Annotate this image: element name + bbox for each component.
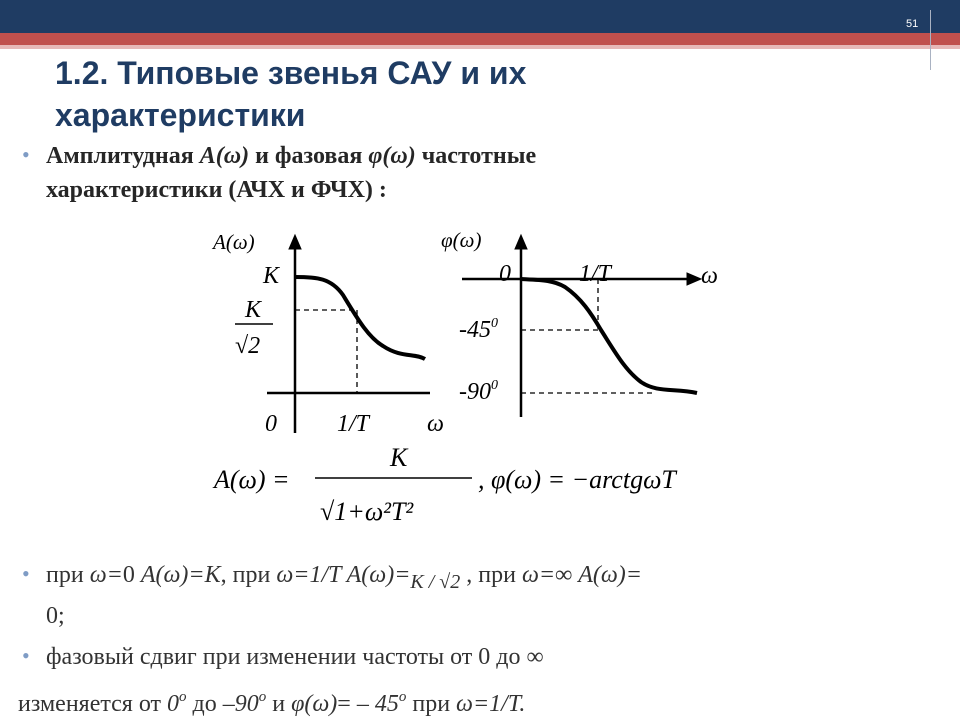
slide-number: 51 xyxy=(906,18,919,30)
transfer-formula xyxy=(210,440,770,532)
formula-lhs: A(ω) = xyxy=(214,465,290,494)
bullet-text: φ(ω) xyxy=(291,691,338,717)
bullet-phase-shift: фазовый сдвиг при изменении частоты от 0 до ∞ xyxy=(46,644,544,670)
bullet-text: ω= xyxy=(89,562,123,588)
amp-frac-num: K xyxy=(245,297,262,323)
bullet-limit-values xyxy=(46,558,936,633)
phase-x-label: ω xyxy=(701,263,718,289)
bullet-text: характеристики (АЧХ и ФЧХ) : xyxy=(46,177,387,203)
bullet-dot: • xyxy=(22,643,30,668)
bullet-text: 0 xyxy=(167,691,180,717)
bullet-text: –90 xyxy=(222,691,259,717)
bullet-dot: • xyxy=(22,142,30,167)
slide-title: 1.2. Типовые звенья САУ и их характеристики xyxy=(55,55,527,133)
bullet-sup: o xyxy=(258,689,267,705)
bullet-text: ω=∞ A(ω)= xyxy=(521,562,642,588)
bullet-text: A(ω) xyxy=(199,143,250,169)
bullet-text: и фазовая xyxy=(249,143,369,169)
bullet-text: до xyxy=(186,691,223,717)
amp-y-label: A(ω) xyxy=(213,230,255,254)
bullet-sup: o xyxy=(398,689,407,705)
amp-zero-label: 0 xyxy=(265,411,277,437)
bullet-text: ω=1/T. xyxy=(456,691,526,717)
header-band xyxy=(0,0,960,33)
bullet-text: при xyxy=(46,562,90,588)
bullet-sup: o xyxy=(179,689,187,705)
amp-curve xyxy=(295,277,425,359)
formula-denominator: √1+ω²T² xyxy=(320,497,414,526)
bullet-fraction: K / √2 xyxy=(410,571,461,593)
formula-rhs: , φ(ω) = −arctgωT xyxy=(478,465,676,494)
bullet-text: 45 xyxy=(374,691,399,717)
amp-y-arrow xyxy=(289,235,301,249)
frequency-characteristics-figure xyxy=(205,225,730,440)
phase-curve xyxy=(521,279,697,393)
phase-y90-label: $-90^0$ xyxy=(459,378,498,405)
amp-xtick-label: 1/T xyxy=(337,411,370,437)
header-divider xyxy=(930,10,931,70)
phase-xtick-label: 1/T xyxy=(579,261,612,287)
header-accent-band xyxy=(0,33,960,45)
bullet-text: , при xyxy=(460,562,522,588)
phase-x-arrow xyxy=(687,273,701,285)
phase-shift-continuation xyxy=(18,680,918,721)
phase-y-label: φ(ω) xyxy=(441,228,482,252)
phase-zero-label: 0 xyxy=(499,261,511,287)
amp-x-label: ω xyxy=(427,411,444,437)
bullet-text: 0 xyxy=(122,562,141,588)
bullet-text: , при xyxy=(220,562,277,588)
bullet-text: ω=1/T A(ω)= xyxy=(276,562,411,588)
bullet-text: частотные xyxy=(415,143,537,169)
bullet-text: изменяется от xyxy=(18,691,168,717)
bullet-text: A(ω)=K xyxy=(140,562,221,588)
bullet-text: при xyxy=(406,691,457,717)
amp-k-label: K xyxy=(263,263,280,289)
formula-numerator: K xyxy=(390,443,408,472)
header-thin-band xyxy=(0,45,960,49)
bullet-text: φ(ω) xyxy=(368,143,416,169)
bullet-text: 0; xyxy=(46,603,65,629)
phase-y-arrow xyxy=(515,235,527,249)
phase-y45-label: $-45^0$ xyxy=(459,316,498,343)
bullet-text: Амплитудная xyxy=(46,143,200,169)
bullet-dot: • xyxy=(22,561,30,586)
amp-frac-den: √2 xyxy=(235,333,261,359)
bullet-amplitude-phase xyxy=(46,139,886,207)
bullet-text: = – xyxy=(337,691,375,717)
bullet-text: и xyxy=(266,691,292,717)
